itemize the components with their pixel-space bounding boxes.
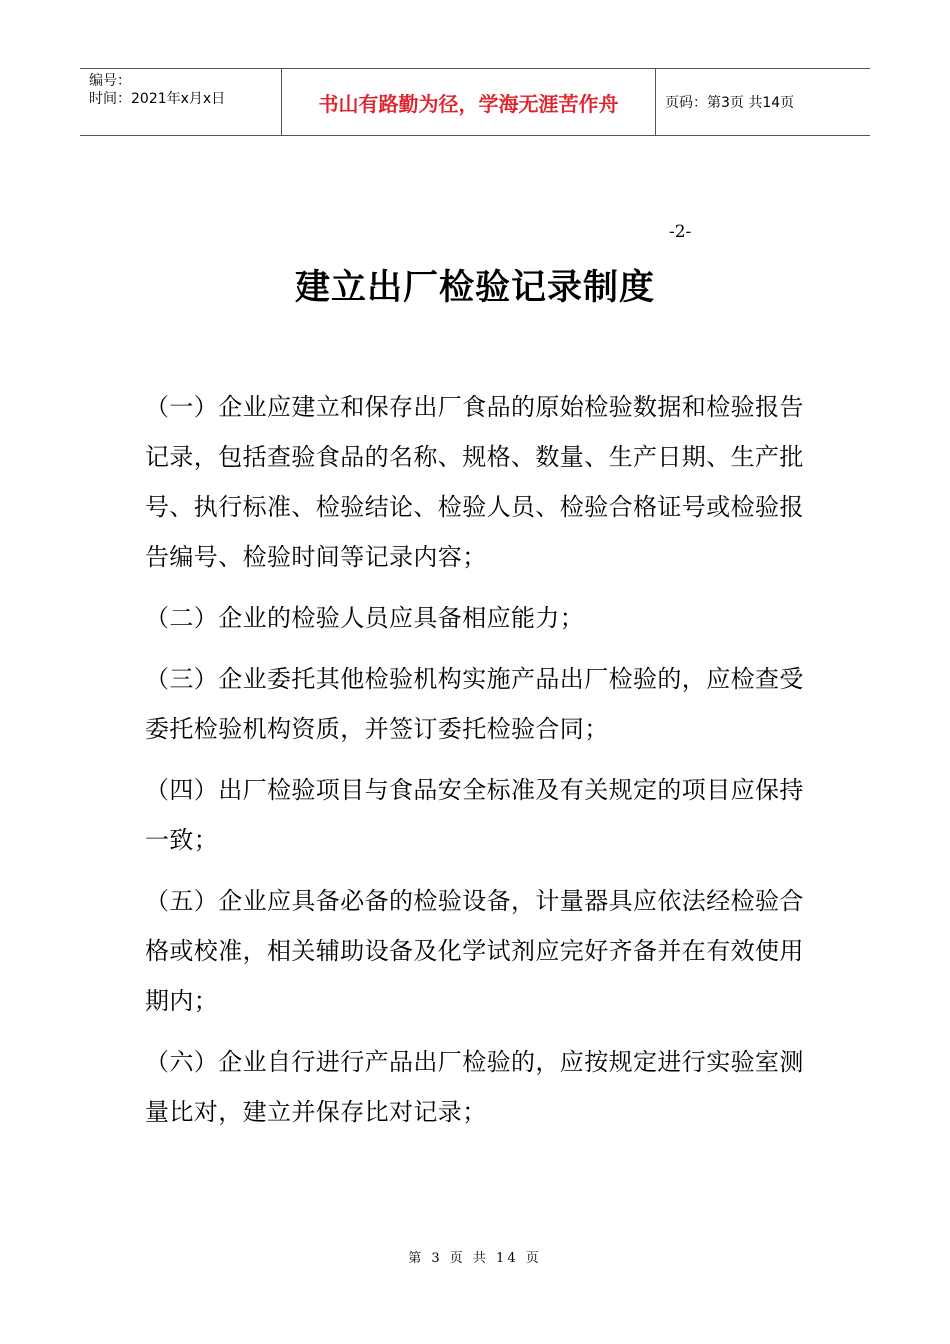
paragraph-6: （六）企业自行进行产品出厂检验的，应按规定进行实验室测量比对，建立并保存比对记录；	[145, 1048, 804, 1126]
document-title: 建立出厂检验记录制度	[294, 268, 655, 308]
paragraph-3: （三）企业委托其他检验机构实施产品出厂检验的，应检查受委托检验机构资质，并签订委托检验合同；	[145, 665, 804, 743]
page-marker: -2-	[669, 222, 692, 242]
page-footer: 第 3 页 共 14 页	[408, 1251, 542, 1266]
header-time-label: 时间：2021年x月x日	[89, 91, 226, 107]
header-motto: 书山有路勤为径，学海无涯苦作舟	[282, 69, 656, 135]
document-body	[145, 382, 805, 1148]
paragraph-5: （五）企业应具备必备的检验设备，计量器具应依法经检验合格或校准，相关辅助设备及化学试剂应完好齐备并在有效使用期内；	[145, 887, 804, 1015]
header-page-info: 页码：第3页 共14页	[665, 95, 795, 111]
page-header	[80, 68, 870, 136]
paragraph-2: （二）企业的检验人员应具备相应能力；	[145, 604, 585, 632]
header-meta-cell	[80, 69, 282, 135]
paragraph-1: （一）企业应建立和保存出厂食品的原始检验数据和检验报告记录，包括查验食品的名称、规格、数量、生产日期、生产批号、执行标准、检验结论、检验人员、检验合格证号或检验报告编号、检验时间等记录内容；	[145, 393, 804, 571]
paragraph-4: （四）出厂检验项目与食品安全标准及有关规定的项目应保持一致；	[145, 776, 804, 854]
header-number-label: 编号：	[89, 73, 131, 89]
